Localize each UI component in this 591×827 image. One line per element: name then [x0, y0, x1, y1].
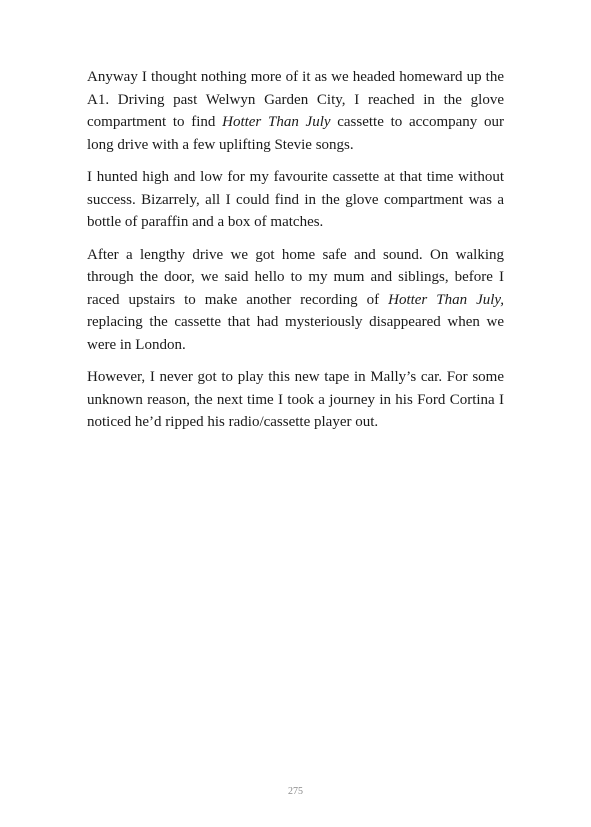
- book-title-italic: Hotter Than July,: [388, 291, 504, 308]
- page-number: 275: [288, 786, 303, 797]
- body-text: [87, 66, 504, 444]
- text-segment: However, I never got to play this new tape in Mally’s car. For some unknown reason, the next time I took a journey in his Ford Cortina I noticed he’d ripped his radio/cassette player out.: [87, 369, 504, 430]
- text-segment: I hunted high and low for my favourite cassette at that time without success. Bizarrely, all I could find in the glove compartment was a bottle of paraffin and a box of matches.: [87, 169, 504, 230]
- text-segment: replacing the cassette that had mysteriously disappeared when we were in London.: [87, 314, 504, 353]
- paragraph: [87, 66, 504, 156]
- text-segment: cassette to accompany our long drive with a few uplifting Stevie songs.: [87, 114, 504, 153]
- book-title-italic: Hotter Than July: [222, 114, 331, 130]
- paragraph: [87, 166, 504, 234]
- text-segment: After a lengthy drive we got home safe and sound. On walking through the door, we said hello to my mum and siblings, before I raced upstairs to make another recording of: [87, 246, 504, 308]
- paragraph: [87, 366, 504, 434]
- paragraph: [87, 244, 504, 357]
- text-segment: Anyway I thought nothing more of it as we headed homeward up the A1. Driving past Welwyn Garden City, I reached in the glove compartment to find: [87, 69, 504, 130]
